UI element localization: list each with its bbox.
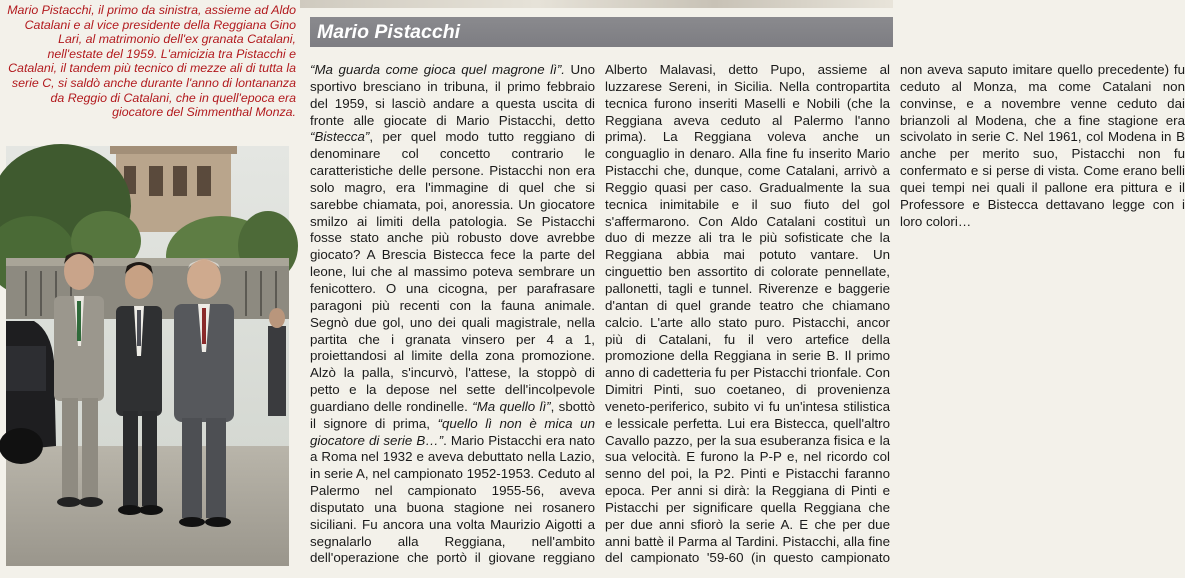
quote: “Bistecca” <box>310 129 370 145</box>
quote: “quello lì non è mica un giocatore di serie B…” <box>310 415 595 448</box>
article-paragraph <box>310 62 1185 574</box>
text-run: . Mario Pistacchi era nato a Roma nel 1932 e aveva debuttato nella Lazio, in serie A, nel campionato 1952-1953. Ceduto al Palermo nel campionato 1955-56, aveva disputato una buona stagione nei rosanero siciliani. Fu ancora una volta Maurizio Aigotti a segnalarlo alla Reggiana, nell'ambito dell'operazione che portò il giovane reggiano Alberto Malavasi, detto Pupo, assieme al luzzarese Sereni, in Sicilia. Nella contropartita tecnica furono inseriti Maselli e Nobili (che la Reggiana aveva ceduto al Palermo l'anno prima). La Reggiana voleva anche un conguaglio in denaro. Alla fine fu inserito Mario Pistacchi che, dunque, come Catalani, arrivò a Reggio quasi per caso. Gradualmente la sua tecnica inimitabile e il suo fiuto del gol s'affermarono. Con Aldo Catalani costituì un duo di mezze ali tra le più sofisticate che la Reggiana abbia mai potuto vantare. Un cinguettio ben assortito di colorate pennellate, pallonetti, tagli e tunnel. Riverenze e baggerie d'antan di quel grande teatro che chiamano calcio. L'arte allo stato puro. Pistacchi, ancor più di Catalani, fu il vero artefice della promozione della Reggiana in serie B. Il primo anno di cadetteria fu per Pistacchi trionfale. Con Dimitri Pinti, suo coetaneo, di provenienza veneto-periferico, subito vi fu un'intesa stilistica e lessicale perfetta. Lui era Bistecca, quell'altro Cavallo pazzo, per la sua esuberanza fisica e la sua velocità. E furono la P-P e, nel ricordo col senno del poi, la P2. Pinti e Pistacchi faranno epoca. Per anni si dirà: la Reggiana di Pinti e Pistacchi per significare quella Reggiana che per due anni sfiorò la serie A. E che per due anni battè il Parma al Tardini. Pistacchi, alla fine del campionato '59-60 (in questo campionato non aveva saputo imitare quello precedente) fu ceduto al Monza, ma come Catalani non convinse, e a novembre venne ceduto dai brianzoli al Modena, che a fine stagione era scivolato in serie C. Nel 1961, col Modena in B anche per merito suo, Pistacchi non fu confermato e si perse di vista. Come erano belli quei tempi nei quali il pallone era pittura e il Professore e Bistecca dettavano legge con i loro colori… <box>310 62 1185 566</box>
text-run: , per quel modo tutto reggiano di denominare col concetto contrario le caratteristiche delle persone. Pistacchi non era solo magro, era l'immagine di quel che si sarebbe chiamata, poi, anoressia. Un giocatore smilzo ai limiti della patologia. Se Pistacchi fosse stato anche più robusto dove avrebbe giocato? A Brescia Bistecca fece la parte del leone, lui che al massimo poteva sembrare un fenicottero. O una cicogna, per parafrasare paragoni più recenti con la fauna animale. Segnò due gol, uno dei quali magistrale, nella partita che i granata vinsero per 4 a 1, proiettandosi al limite della zona promozione. Alzò la palla, s'incurvò, l'attese, la stoppò di petto e la depose nel sette dell'incolpevole guardiano delle rondinelle. <box>310 129 595 414</box>
photo-illustration <box>6 146 289 566</box>
quote: “Ma guarda come gioca quel magrone lì”. <box>310 62 565 77</box>
article-body <box>310 62 1185 574</box>
photo-caption: Mario Pistacchi, il primo da sinistra, assieme ad Aldo Catalani e al vice presidente della Reggiana Gino Lari, al matrimonio dell'ex granata Catalani, nell'estate del 1959. L'amicizia tra Pistacchi e Catalani, il tandem più tecnico di mezze ali di tutta la serie C, si saldò anche durante l'anno di lontananza da Reggio di Catalani, che in quell'epoca era giocatore del Simmenthal Monza. <box>7 3 296 120</box>
text-run: Uno sportivo bresciano in tribuna, il primo febbraio del 1959, si lasciò andare a questa uscita di fronte alle giocate di Mario Pistacchi, detto <box>310 62 595 128</box>
header-strip <box>300 0 893 8</box>
wedding-photo <box>6 146 289 566</box>
article-title-bar <box>310 17 893 47</box>
article-title: Mario Pistacchi <box>317 21 461 43</box>
quote: “Ma quello lì” <box>472 398 551 414</box>
text-run: , sbottò il signore di prima, <box>310 398 596 431</box>
